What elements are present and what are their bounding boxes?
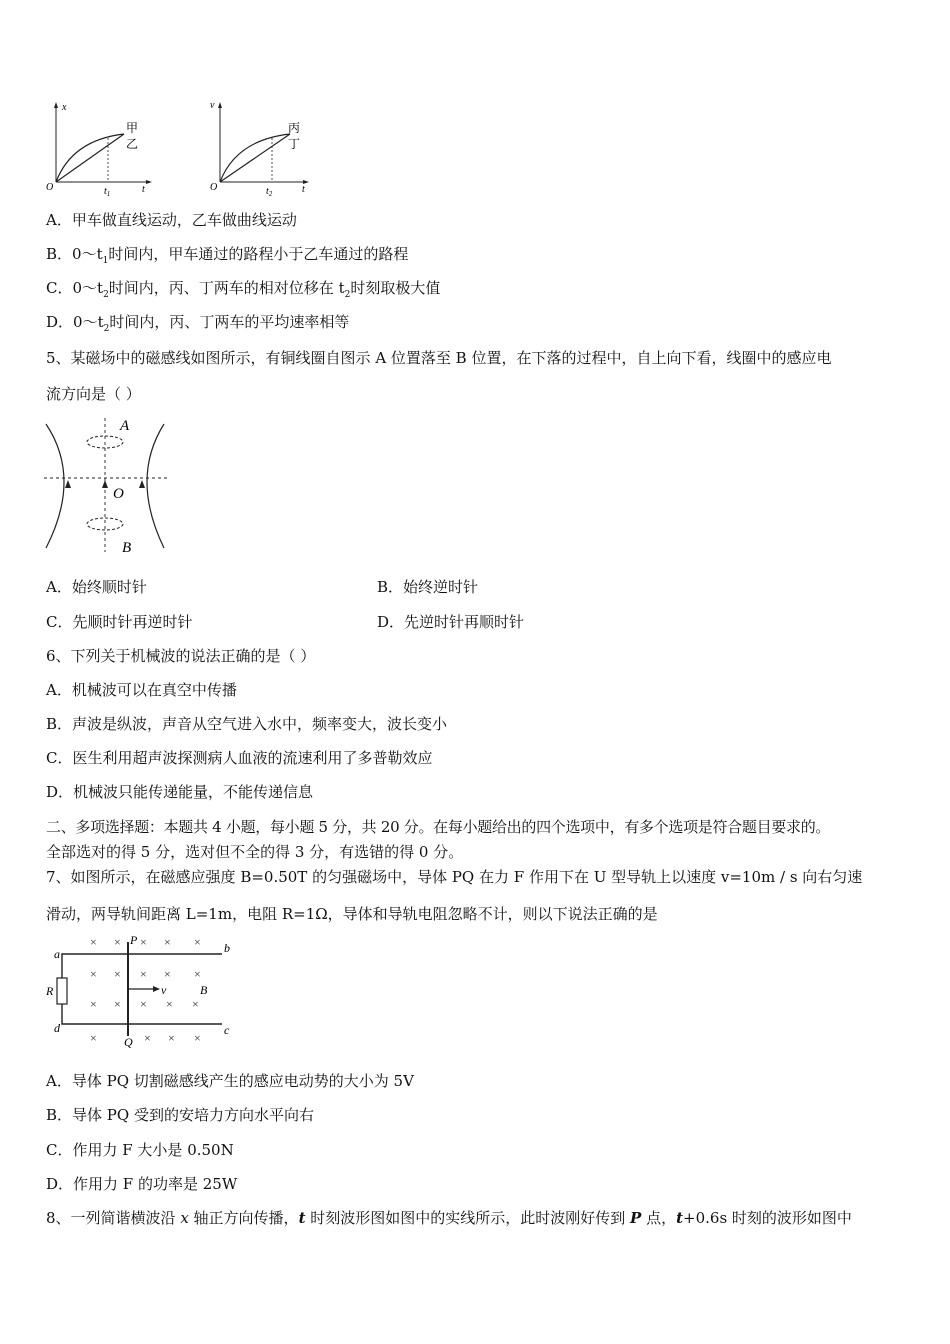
q8-stem-line1: 8、一列简谐横波沿 x 轴正方向传播，t 时刻波形图如图中的实线所示，此时波刚好传到 P 点，t+0.6s 时刻的波形如图中 [46,1209,852,1227]
curve-ding-label: 丁 [288,137,301,151]
position-a-label: A [120,418,130,434]
conductor-q-label: Q [124,1035,133,1049]
q7-stem-line2: 滑动，两导轨间距离 L=1m，电阻 R=1Ω，导体和导轨电阻忽略不计，则以下说法正确的是 [46,905,658,923]
q7-option-a: A．导体 PQ 切割磁感线产生的感应电动势的大小为 5V [46,1072,414,1090]
motion-graphs-figure [44,98,324,198]
velocity-v-label: v [161,983,167,997]
v-axis-label: v [210,100,215,111]
field-cross: × [90,997,97,1011]
field-cross: × [164,935,171,949]
q4-option-a: A．甲车做直线运动，乙车做曲线运动 [46,211,297,229]
magnetic-field-figure [44,414,168,556]
curve-yi-label: 乙 [126,137,139,151]
q6-option-c: C．医生利用超声波探测病人血液的流速利用了多普勒效应 [46,749,433,767]
field-cross: × [140,967,147,981]
field-cross: × [90,1031,97,1045]
field-cross: × [114,967,121,981]
q5-option-a: A．始终顺时针 [46,578,147,596]
field-cross: × [168,1031,175,1045]
q7-option-b: B．导体 PQ 受到的安培力方向水平向右 [46,1106,314,1124]
q7-stem-line1: 7、如图所示，在磁感应强度 B=0.50T 的匀强磁场中，导体 PQ 在力 F 作用下在 U 型导轨上以速度 v=10m / s 向右匀速 [46,868,863,886]
t1-tick-label: $t_1$ [104,186,111,198]
t2-tick-label: $t_2$ [266,186,273,198]
section2-instructions-line1: 二、多项选择题：本题共 4 小题，每小题 5 分，共 20 分。在每小题给出的四个选项中，有多个选项是符合题目要求的。 [46,818,831,836]
terminal-a-label: a [54,947,60,961]
x-t-graph [46,102,152,198]
v-t-graph [210,100,309,198]
field-cross: × [144,1031,151,1045]
q5-option-c: C．先顺时针再逆时针 [46,613,193,631]
field-b-label: B [200,983,208,997]
terminal-b-label: b [224,941,230,955]
field-cross: × [114,997,121,1011]
q5-option-d: D．先逆时针再顺时针 [377,613,525,631]
curve-bing-label: 丙 [288,121,301,135]
q7-option-c: C．作用力 F 大小是 0.50N [46,1141,234,1159]
curve-jia-label: 甲 [126,121,139,135]
field-cross: × [164,967,171,981]
q7-option-d: D．作用力 F 的功率是 25W [46,1175,238,1193]
field-cross: × [90,935,97,949]
q5-stem-line1: 5、某磁场中的磁感线如图所示，有铜线圈自图示 A 位置落至 B 位置，在下落的过程中，自上向下看，线圈中的感应电 [46,349,832,367]
section2-instructions-line2: 全部选对的得 5 分，选对但不全的得 3 分，有选错的得 0 分。 [46,843,464,861]
origin-label: O [46,182,54,193]
x-axis-label: x [62,102,67,113]
center-o-label: O [113,486,124,502]
q6-option-a: A．机械波可以在真空中传播 [46,681,237,699]
position-b-label: B [122,540,132,556]
field-cross: × [194,1031,201,1045]
q5-option-b: B．始终逆时针 [377,578,479,596]
magnetic-field-crosses [90,935,201,1045]
field-cross: × [194,967,201,981]
q6-option-d: D．机械波只能传递能量，不能传递信息 [46,783,314,801]
q4-option-b: B．$0\sim t_1$时间内，甲车通过的路程小于乙车通过的路程 [46,245,409,266]
t-axis-label-2: t [302,184,305,195]
field-cross: × [140,997,147,1011]
conductor-p-label: P [130,933,138,947]
terminal-c-label: c [224,1023,230,1037]
q4-option-c: C．$0\sim t_2$时间内，丙、丁两车的相对位移在 $t_2$时刻取极大值 [46,279,441,300]
origin-label-2: O [210,182,218,193]
q6-option-b: B．声波是纵波，声音从空气进入水中，频率变大，波长变小 [46,715,448,733]
q6-stem: 6、下列关于机械波的说法正确的是（ ） [46,647,316,665]
field-cross: × [90,967,97,981]
field-cross: × [192,997,199,1011]
field-cross: × [140,935,147,949]
field-cross: × [166,997,173,1011]
rail-circuit-figure [44,932,240,1050]
terminal-d-label: d [54,1021,60,1035]
q5-stem-line2: 流方向是（ ） [46,385,141,403]
resistor-r-label: R [46,984,54,998]
field-cross: × [194,935,201,949]
field-cross: × [114,935,121,949]
q4-option-d: D．$0\sim t_2$时间内，丙、丁两车的平均速率相等 [46,313,350,334]
t-axis-label: t [142,184,145,195]
